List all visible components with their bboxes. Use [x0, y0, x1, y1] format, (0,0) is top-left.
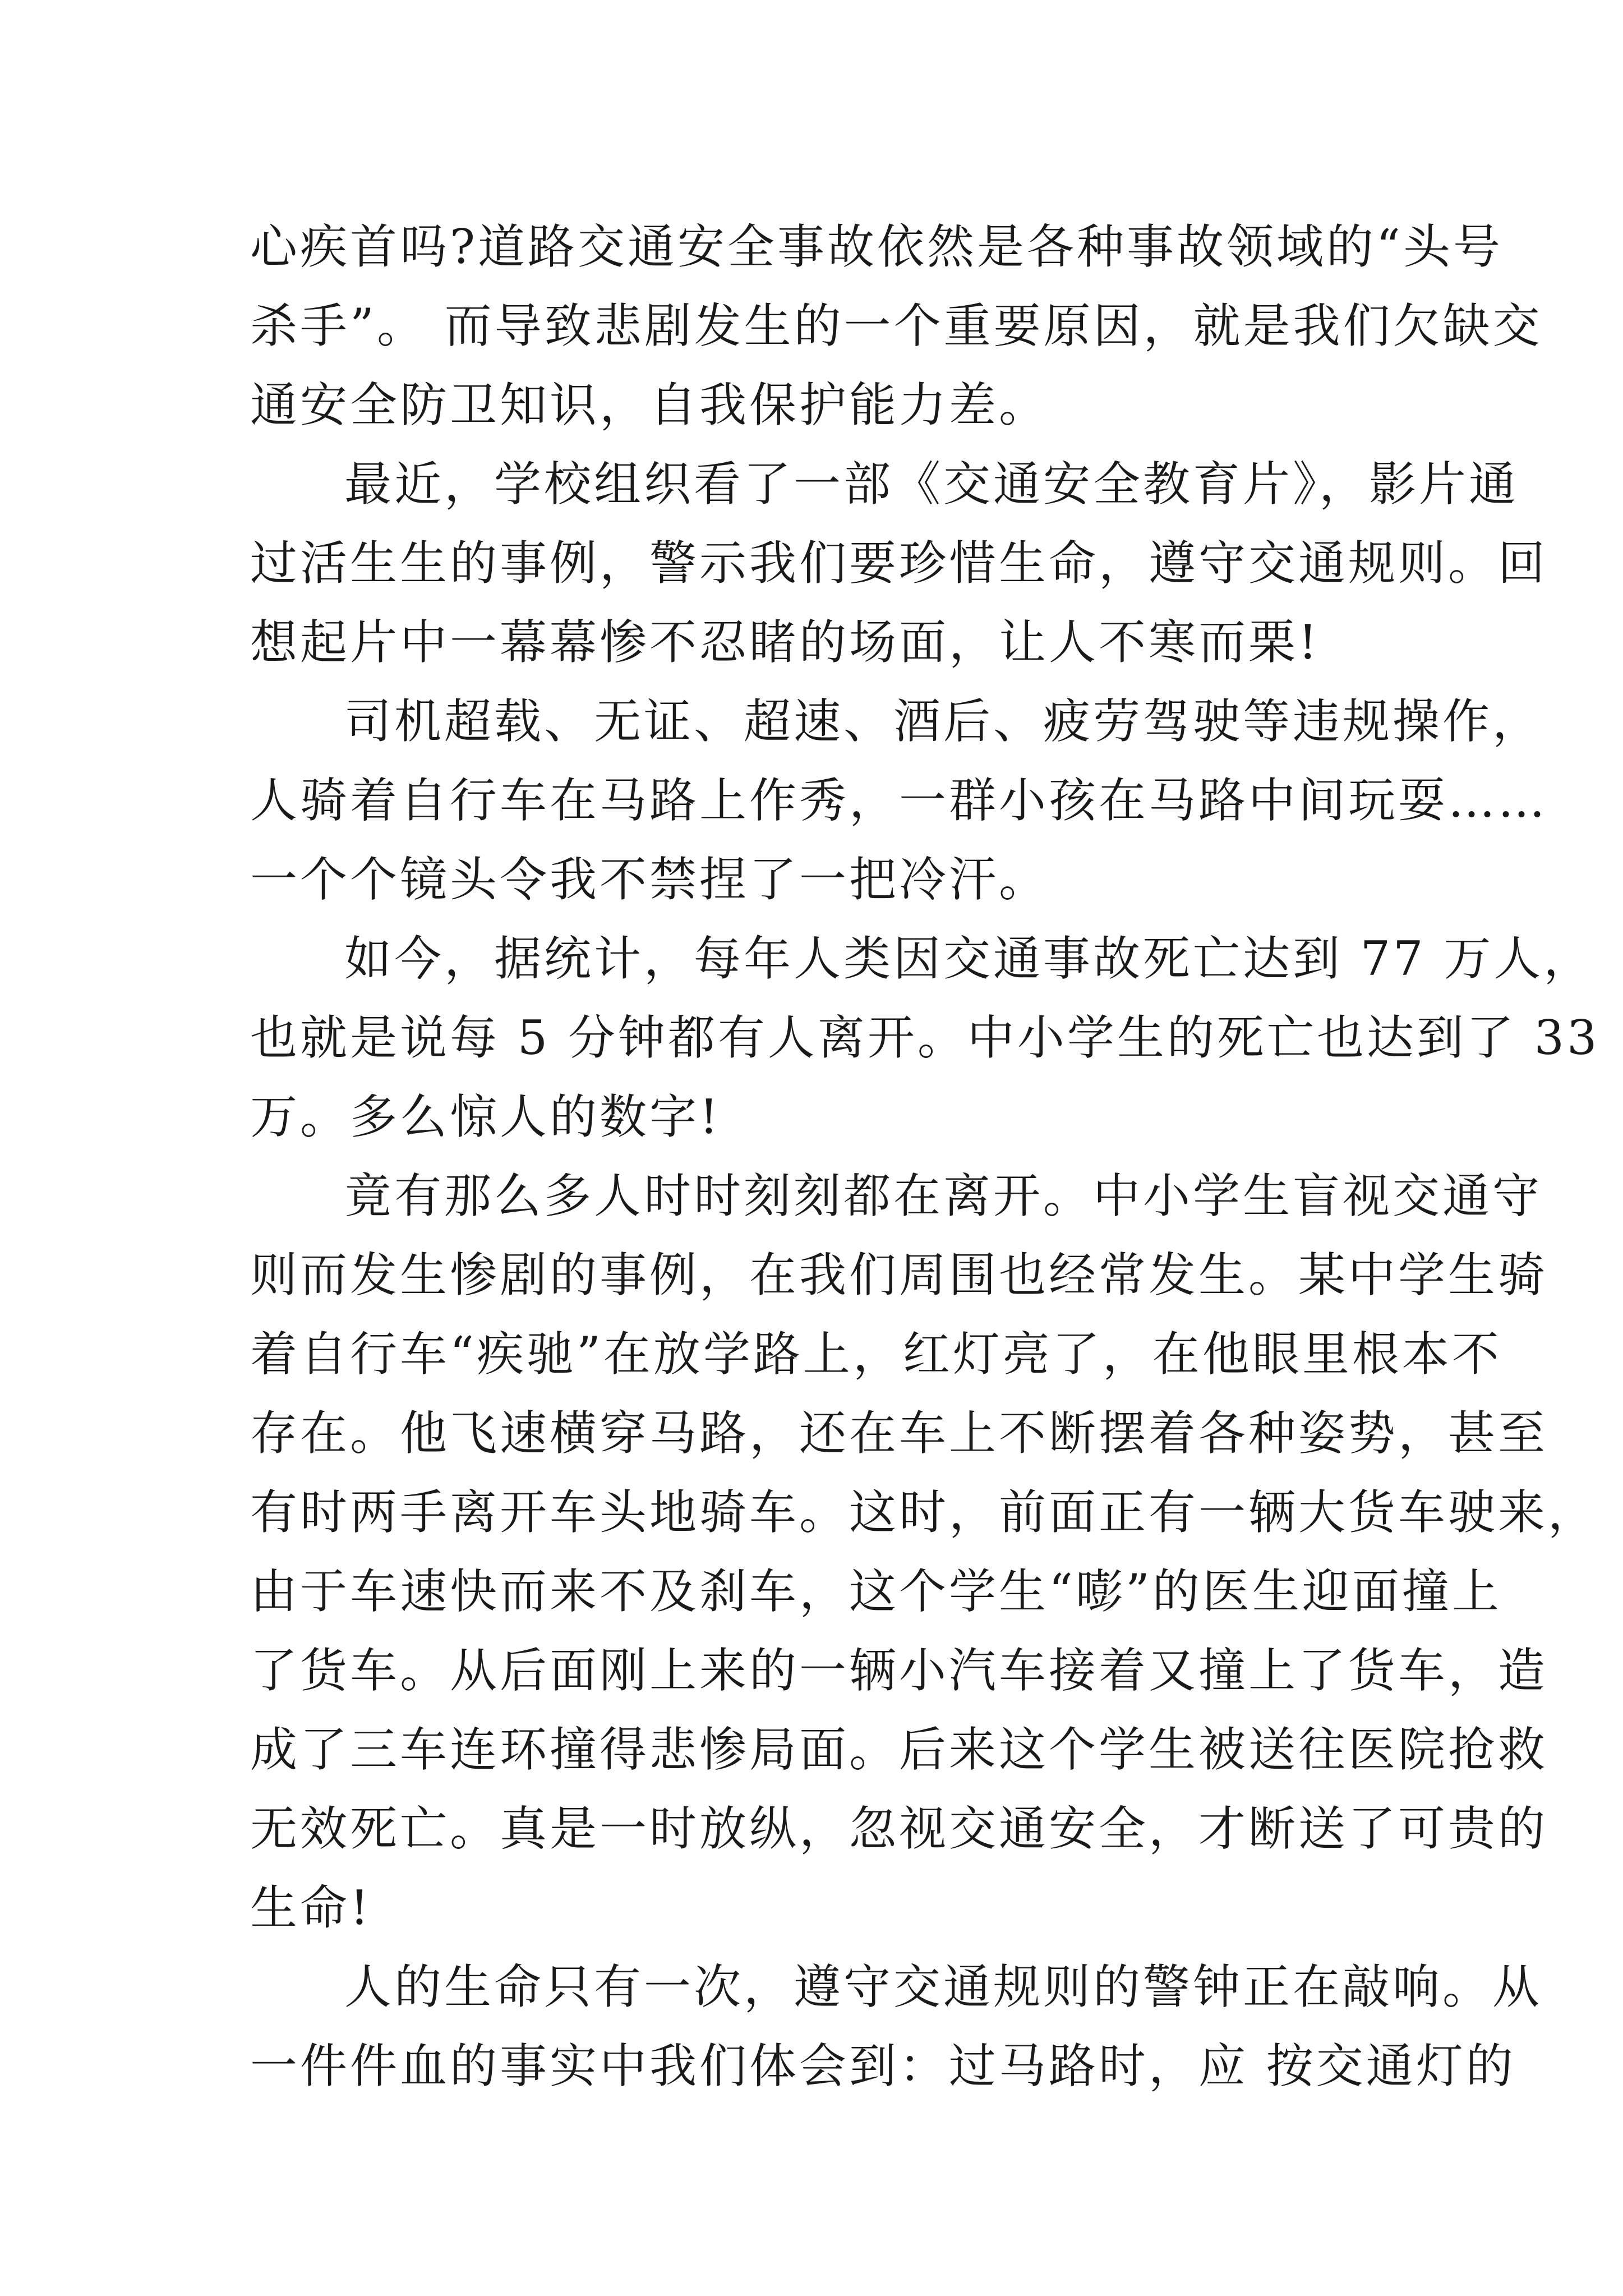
text-line: 由于车速快而来不及刹车，这个学生“嘭”的医生迎面撞上 — [250, 1564, 1502, 1619]
text-line: 杀手”。 而导致悲剧发生的一个重要原因，就是我们欠缺交 — [250, 298, 1543, 353]
text-line: 也就是说每 5 分钟都有人离开。中小学生的死亡也达到了 33 — [250, 1010, 1600, 1065]
text-line: 如今，据统计，每年人类因交通事故死亡达到 77 万人， — [344, 931, 1594, 986]
text-line: 万。多么惊人的数字! — [250, 1089, 721, 1144]
text-line: 心疾首吗?道路交通安全事故依然是各种事故领域的“头号 — [250, 219, 1503, 274]
text-line: 通安全防卫知识，自我保护能力差。 — [250, 378, 1049, 432]
paragraph — [250, 445, 1548, 682]
text-line: 最近，学校组织看了一部《交通安全教育片》，影片通 — [344, 457, 1519, 512]
text-line: 人骑着自行车在马路上作秀，一群小孩在马路中间玩耍…… — [250, 773, 1548, 828]
text-line: 成了三车连环撞得悲惨局面。后来这个学生被送往医院抢救 — [250, 1722, 1548, 1777]
text-line: 有时两手离开车头地骑车。这时，前面正有一辆大货车驶来， — [250, 1485, 1598, 1540]
paragraph — [250, 919, 1600, 1157]
paragraph — [250, 1157, 1598, 1948]
paragraph — [250, 208, 1543, 445]
document-body — [250, 208, 1600, 2106]
text-line: 无效死亡。真是一时放纵，忽视交通安全，才断送了可贵的 — [250, 1801, 1548, 1856]
text-line: 想起片中一幕幕惨不忍睹的场面，让人不寒而栗! — [250, 615, 1320, 670]
text-line: 了货车。从后面刚上来的一辆小汽车接着又撞上了货车，造 — [250, 1643, 1548, 1698]
text-line: 人的生命只有一次，遵守交通规则的警钟正在敲响。从 — [344, 1959, 1543, 2014]
text-line: 司机超载、无证、超速、酒后、疲劳驾驶等违规操作， — [344, 694, 1543, 749]
text-line: 存在。他飞速横穿马路，还在车上不断摆着各种姿势，甚至 — [250, 1406, 1548, 1461]
text-line: 一个个镜头令我不禁捏了一把冷汗。 — [250, 852, 1049, 907]
text-line: 竟有那么多人时时刻刻都在离开。中小学生盲视交通守 — [344, 1168, 1543, 1223]
text-line: 过活生生的事例，警示我们要珍惜生命，遵守交通规则。回 — [250, 536, 1548, 591]
paragraph — [250, 1948, 1543, 2106]
text-line: 着自行车“疾驰”在放学路上，红灯亮了，在他眼里根本不 — [250, 1327, 1502, 1382]
text-line: 一件件血的事实中我们体会到：过马路时，应 按交通灯的 — [250, 2039, 1516, 2093]
paragraph — [250, 682, 1548, 919]
text-line: 则而发生惨剧的事例，在我们周围也经常发生。某中学生骑 — [250, 1248, 1548, 1303]
text-line: 生命! — [250, 1880, 372, 1935]
